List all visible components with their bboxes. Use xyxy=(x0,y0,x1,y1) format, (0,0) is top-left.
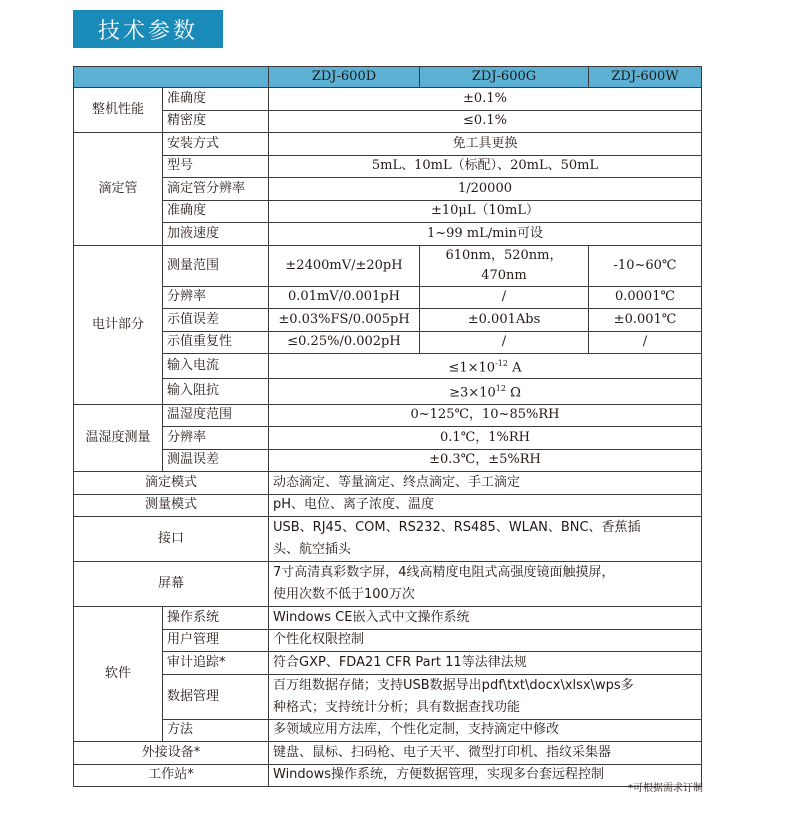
label-meter-resolution: 分辨率 xyxy=(163,286,269,309)
label-burette-accuracy: 准确度 xyxy=(163,200,269,223)
table-row xyxy=(74,764,702,787)
screen-line-2: 使用次数不低于100万次 xyxy=(273,587,415,603)
value-input-current xyxy=(269,354,702,379)
label-workstation: 工作站* xyxy=(74,764,269,787)
label-input-current: 输入电流 xyxy=(163,354,269,379)
interface-line-2: 头、航空插头 xyxy=(273,542,352,558)
value-temp-range: 0~125℃，10~85%RH xyxy=(269,404,702,427)
value-repeat-600w: / xyxy=(589,331,702,354)
label-install: 安装方式 xyxy=(163,133,269,156)
value-input-impedance xyxy=(269,379,702,404)
value-interface xyxy=(269,517,702,562)
table-row xyxy=(74,200,702,223)
interface-line-1: USB、RJ45、COM、RS232、RS485、WLAN、BNC、香蕉插 xyxy=(273,520,641,536)
table-row xyxy=(74,88,702,111)
impedance-exponent: 12 xyxy=(495,384,506,394)
label-method: 方法 xyxy=(163,719,269,742)
table-row xyxy=(74,379,702,404)
table-row xyxy=(74,742,702,765)
spec-table xyxy=(73,66,702,787)
value-method: 多领域应用方法库，个性化定制，支持滴定中修改 xyxy=(269,719,702,742)
table-row xyxy=(74,427,702,450)
table-row xyxy=(74,629,702,652)
value-range-600d: ±2400mV/±20pH xyxy=(269,245,420,286)
table-row xyxy=(74,286,702,309)
label-titration-mode: 滴定模式 xyxy=(74,472,269,495)
table-row xyxy=(74,674,702,719)
table-row xyxy=(74,133,702,156)
label-temp-range: 温湿度范围 xyxy=(163,404,269,427)
value-precision: ≤0.1% xyxy=(269,110,702,133)
value-burette-accuracy: ±10μL（10mL） xyxy=(269,200,702,223)
label-measure-range: 测量范围 xyxy=(163,245,269,286)
table-row xyxy=(74,223,702,246)
label-peripherals: 外接设备* xyxy=(74,742,269,765)
label-precision: 精密度 xyxy=(163,110,269,133)
current-exponent: -12 xyxy=(495,359,508,368)
value-peripherals: 键盘、鼠标、扫码枪、电子天平、微型打印机、指纹采集器 xyxy=(269,742,702,765)
group-whole-machine: 整机性能 xyxy=(74,88,163,133)
label-indication-error: 示值误差 xyxy=(163,309,269,332)
value-repeat-600g: / xyxy=(420,331,589,354)
header-blank-cell xyxy=(74,67,269,88)
value-os: Windows CE嵌入式中文操作系统 xyxy=(269,607,702,630)
value-range-600w: -10~60℃ xyxy=(589,245,702,286)
column-header-600d: ZDJ-600D xyxy=(269,67,420,88)
column-header-600g: ZDJ-600G xyxy=(420,67,589,88)
value-titration-mode: 动态滴定、等量滴定、终点滴定、手工滴定 xyxy=(269,472,702,495)
data-line-1: 百万组数据存储；支持USB数据导出pdf\txt\docx\xlsx\wps多 xyxy=(273,677,634,693)
value-user-management: 个性化权限控制 xyxy=(269,629,702,652)
value-resolution-600d: 0.01mV/0.001pH xyxy=(269,286,420,309)
table-header-row xyxy=(74,67,702,88)
label-input-impedance: 输入阻抗 xyxy=(163,379,269,404)
table-row xyxy=(74,652,702,675)
table-row xyxy=(74,607,702,630)
label-temp-resolution: 分辨率 xyxy=(163,427,269,450)
group-meter: 电计部分 xyxy=(74,245,163,404)
table-row xyxy=(74,562,702,607)
table-row xyxy=(74,110,702,133)
table-row xyxy=(74,354,702,379)
impedance-unit: Ω xyxy=(505,385,521,401)
value-error-600w: ±0.001℃ xyxy=(589,309,702,332)
table-row xyxy=(74,178,702,201)
value-screen xyxy=(269,562,702,607)
label-screen: 屏幕 xyxy=(74,562,269,607)
value-range-600g: 610nm，520nm，470nm xyxy=(420,245,589,286)
screen-line-1: 7寸高清真彩数字屏，4线高精度电阻式高强度镜面触摸屏， xyxy=(273,565,615,581)
impedance-base: ≥3×10 xyxy=(449,385,496,401)
label-temp-error: 测温误差 xyxy=(163,449,269,472)
value-repeat-600d: ≤0.25%/0.002pH xyxy=(269,331,420,354)
value-error-600d: ±0.03%FS/0.005pH xyxy=(269,309,420,332)
value-model: 5mL、10mL（标配）、20mL、50mL xyxy=(269,155,702,178)
group-burette: 滴定管 xyxy=(74,133,163,246)
group-temp-humidity: 温湿度测量 xyxy=(74,404,163,472)
label-accuracy: 准确度 xyxy=(163,88,269,111)
value-workstation: Windows操作系统，方便数据管理，实现多台套远程控制 xyxy=(269,764,702,787)
value-install: 免工具更换 xyxy=(269,133,702,156)
value-resolution-600w: 0.0001℃ xyxy=(589,286,702,309)
label-user-management: 用户管理 xyxy=(163,629,269,652)
column-header-600w: ZDJ-600W xyxy=(589,67,702,88)
table-row xyxy=(74,245,702,286)
value-temp-resolution: 0.1℃，1%RH xyxy=(269,427,702,450)
label-repeatability: 示值重复性 xyxy=(163,331,269,354)
current-unit: A xyxy=(507,360,522,376)
label-dispense-speed: 加液速度 xyxy=(163,223,269,246)
table-row xyxy=(74,494,702,517)
table-row xyxy=(74,719,702,742)
label-burette-resolution: 滴定管分辨率 xyxy=(163,178,269,201)
value-error-600g: ±0.001Abs xyxy=(420,309,589,332)
value-dispense-speed: 1~99 mL/min可设 xyxy=(269,223,702,246)
value-measure-mode: pH、电位、离子浓度、温度 xyxy=(269,494,702,517)
table-row xyxy=(74,331,702,354)
footnote: *可根据需求订制 xyxy=(628,783,703,794)
label-os: 操作系统 xyxy=(163,607,269,630)
value-resolution-600g: / xyxy=(420,286,589,309)
section-title-banner: 技术参数 xyxy=(73,10,223,48)
value-audit-trail: 符合GXP、FDA21 CFR Part 11等法律法规 xyxy=(269,652,702,675)
value-data-management xyxy=(269,674,702,719)
table-row xyxy=(74,404,702,427)
label-measure-mode: 测量模式 xyxy=(74,494,269,517)
table-row xyxy=(74,517,702,562)
label-data-management: 数据管理 xyxy=(163,674,269,719)
table-row xyxy=(74,472,702,495)
value-accuracy: ±0.1% xyxy=(269,88,702,111)
table-row xyxy=(74,449,702,472)
group-software: 软件 xyxy=(74,607,163,742)
table-row xyxy=(74,155,702,178)
current-base: ≤1×10 xyxy=(448,360,496,376)
value-burette-resolution: 1/20000 xyxy=(269,178,702,201)
value-temp-error: ±0.3℃，±5%RH xyxy=(269,449,702,472)
label-interface: 接口 xyxy=(74,517,269,562)
table-row xyxy=(74,309,702,332)
label-audit-trail: 审计追踪* xyxy=(163,652,269,675)
data-line-2: 种格式；支持统计分析；具有数据查找功能 xyxy=(273,699,521,715)
label-model: 型号 xyxy=(163,155,269,178)
